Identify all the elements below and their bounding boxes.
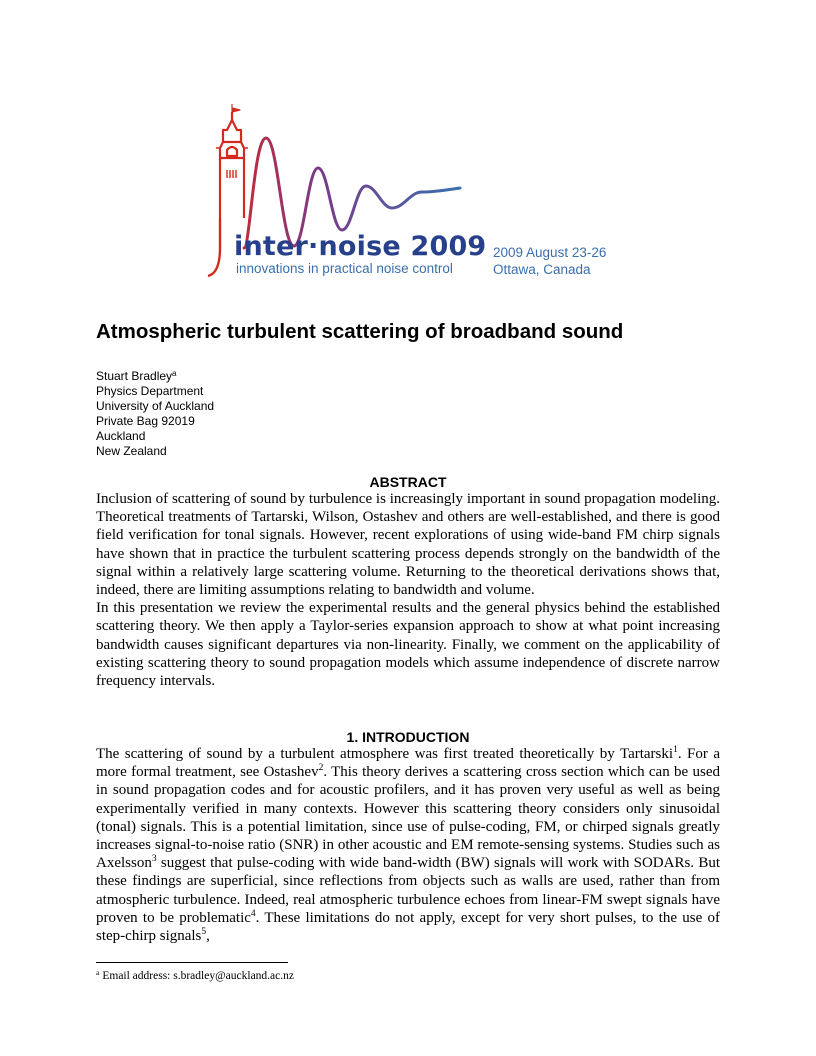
- footnote: [96, 970, 294, 982]
- abstract-paragraph: In this presentation we review the experimental results and the general physics behind the established scattering theory. We then apply a Taylor-series expansion approach to show at what point increasing bandwidth causes significant departures via non-linearity. Finally, we comment on the applicability of existing scattering theory to sound propagation models which assume independence of discrete narrow frequency intervals.: [96, 600, 720, 690]
- affiliation-line: Physics Department: [96, 384, 204, 398]
- citation-ref: 4: [250, 908, 256, 919]
- intro-text: . These limitations do not apply, except for very short pulses, to the use of step-chirp signals: [96, 909, 720, 945]
- intro-text: . This theory derives a scattering cross section which can be used in sound propagation codes and for acoustic profilers, and it has proven very useful as well as being experimentally verified in many contexts. However this scattering theory considers only sinusoidal (tonal) signals. This is a potential limitation, since use of pulse-coding, FM, or chirped signals greatly increases signal-to-noise ratio (SNR) in other acoustic and EM remote-sensing systems. Studies such as Axelsson: [96, 764, 720, 872]
- affiliation-line: University of Auckland: [96, 399, 215, 413]
- introduction-heading: 1. INTRODUCTION: [346, 729, 470, 745]
- intro-text: The scattering of sound by a turbulent atmosphere was first treated theoretically by Tartarski: [96, 746, 674, 762]
- intro-text: ,: [206, 928, 210, 945]
- author-name: Stuart Bradley: [96, 369, 173, 383]
- author-name-line: [96, 369, 214, 384]
- affiliation-line: Auckland: [96, 429, 146, 443]
- citation-ref: 3: [151, 854, 157, 865]
- author-footnote-mark: a: [172, 369, 177, 378]
- abstract-body: [96, 490, 720, 690]
- abstract-paragraph: Inclusion of scattering of sound by turbulence is increasingly important in sound propagation modeling. Theoretical treatments of Tartarski, Wilson, Ostashev and others are well-established, and there is good field verification for tonal signals. However, recent explorations of using wide-band FM chirp signals have shown that in practice the turbulent scattering process depends strongly on the bandwidth of the signal within a relatively large scattering volume. Returning to the theoretical derivations shows that, indeed, there are limiting assumptions relating to bandwidth and volume.: [96, 491, 720, 599]
- paper-title: Atmospheric turbulent scattering of broadband sound: [96, 320, 624, 343]
- author-block: [96, 369, 214, 459]
- logo-tagline: innovations in practical noise control: [236, 261, 453, 276]
- footnote-mark: a: [96, 968, 100, 977]
- citation-ref: 5: [201, 927, 207, 938]
- logo-conference-name: inter·noise 2009: [234, 231, 487, 262]
- conference-logo: [196, 98, 626, 288]
- affiliation-line: Private Bag 92019: [96, 414, 195, 428]
- citation-ref: 2: [318, 763, 324, 774]
- introduction-paragraph: [96, 745, 720, 945]
- citation-ref: 1: [673, 745, 678, 755]
- footnote-divider: [96, 962, 288, 963]
- logo-date: 2009 August 23-26: [493, 245, 607, 260]
- introduction-body: [96, 745, 720, 945]
- intro-text: . For a more formal treatment, see Ostashev: [96, 746, 720, 781]
- intro-text: suggest that pulse-coding with wide band-width (BW) signals will work with SODARs. But these findings are superficial, since reflections from objects such as walls are used, rather than from atmospheric turbulence. Indeed, real atmospheric turbulence echoes from linear-FM swept signals have proven to be problematic: [96, 855, 720, 926]
- abstract-heading: ABSTRACT: [369, 474, 447, 490]
- footnote-text: Email address: s.bradley@auckland.ac.nz: [102, 970, 294, 982]
- affiliation-line: New Zealand: [96, 444, 167, 458]
- logo-place: Ottawa, Canada: [493, 262, 591, 277]
